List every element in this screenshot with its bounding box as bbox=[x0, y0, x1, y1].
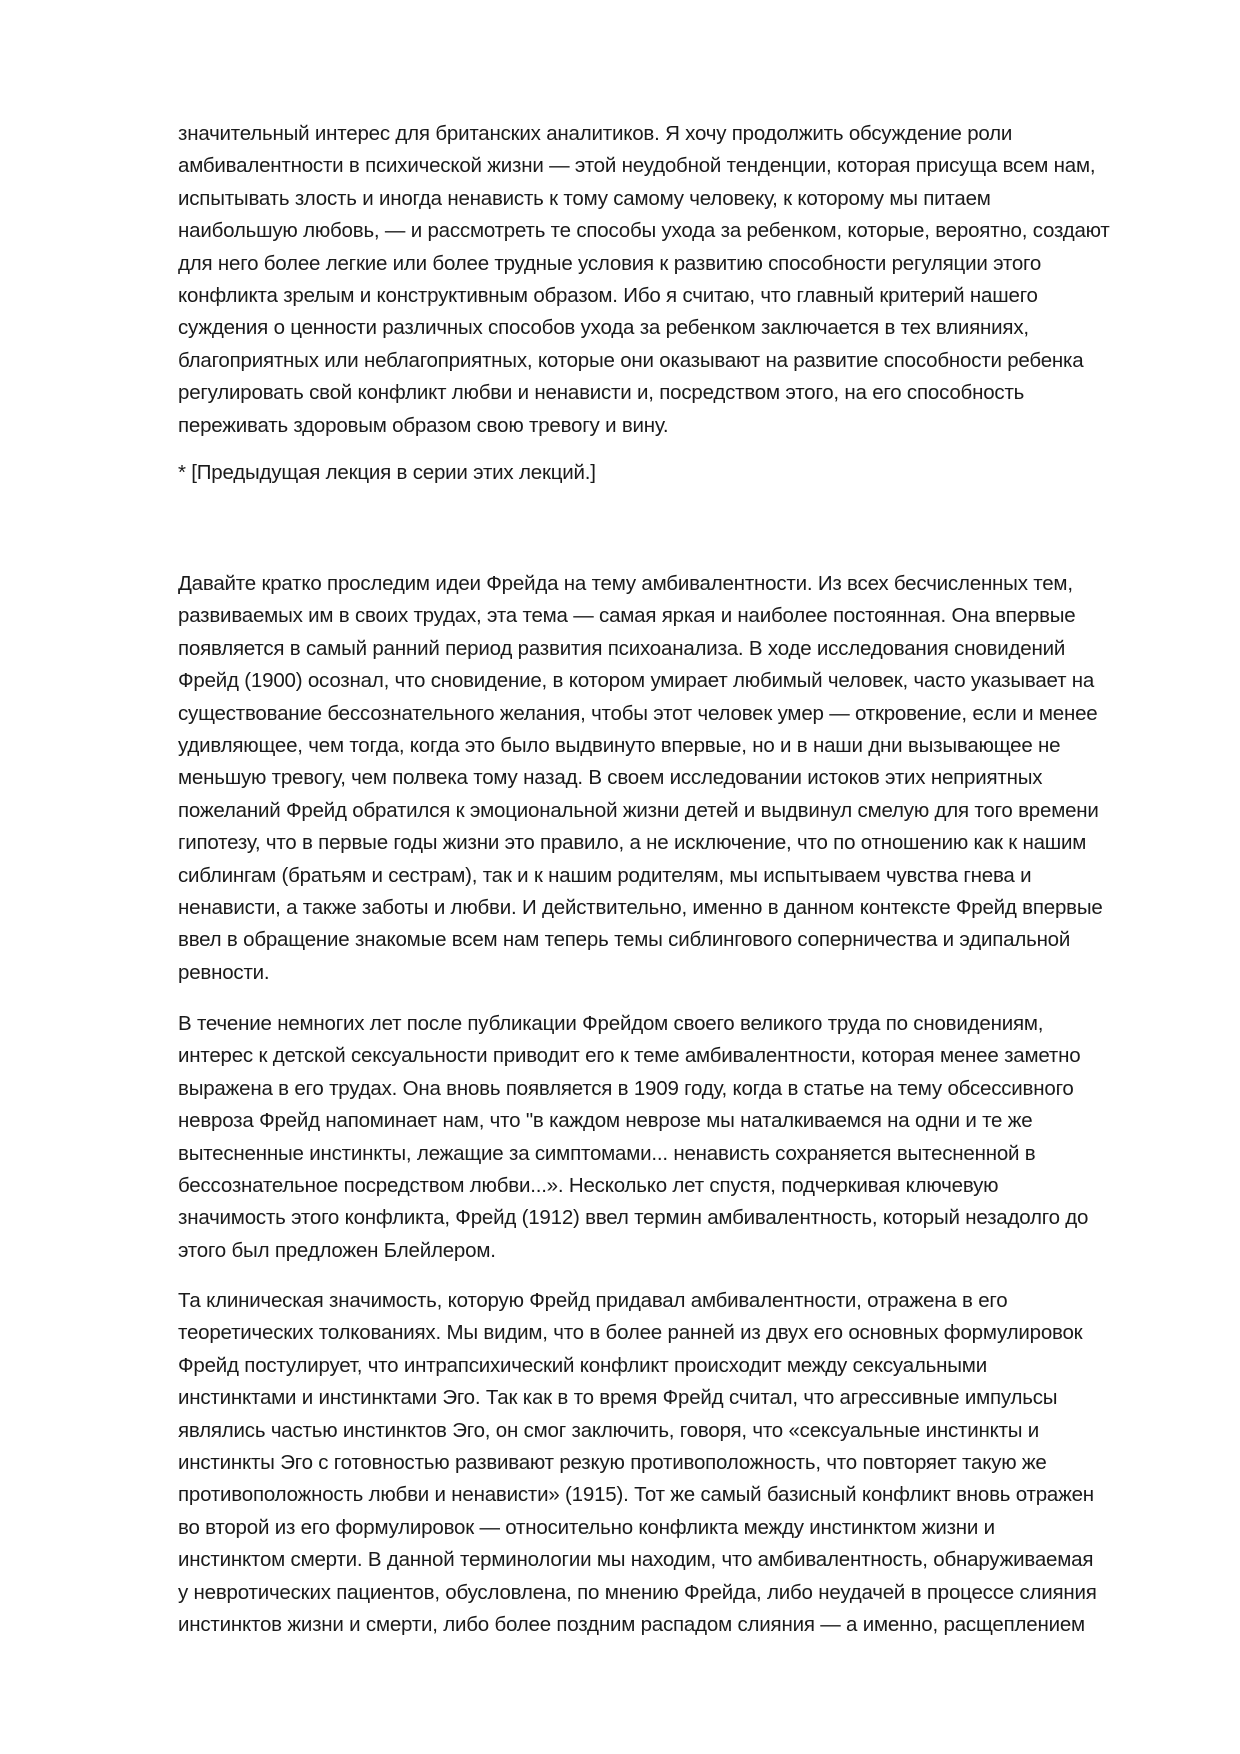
paragraph-text: В течение немногих лет после публикации Фрейдом своего великого труда по сновидениям, интерес к детской сексуальности приводит его к теме амбивалентности, которая менее заметно выражена в его трудах. Она вновь появляется в 1909 году, когда в статье на тему обсессивного невроза Фрейд напоминает нам, что "в каждом неврозе мы наталкиваемся на одни и те же вытесненные инстинкты, лежащие за симптомами... ненависть сохраняется вытесненной в бессознательное посредством любви...». Несколько лет спустя, подчеркивая ключевую значимость этого конфликта, Фрейд (1912) ввел термин амбивалентность, который незадолго до этого был предложен Блейлером. bbox=[178, 1012, 1089, 1262]
paragraph-freud-ideas bbox=[178, 568, 1163, 989]
paragraph-ambivalence-intro bbox=[178, 118, 1163, 442]
paragraph-text: значительный интерес для британских аналитиков. Я хочу продолжить обсуждение роли амбивалентности в психической жизни — этой неудобной тенденции, которая присуща всем нам, испытывать злость и иногда ненависть к тому самому человеку, к которому мы питаем наибольшую любовь, — и рассмотреть те способы ухода за ребенком, которые, вероятно, создают для него более легкие или более трудные условия к развитию способности регуляции этого конфликта зрелым и конструктивным образом. Ибо я считаю, что главный критерий нашего суждения о ценности различных способов ухода за ребенком заключается в тех влияниях, благоприятных или неблагоприятных, которые они оказывают на развитие способности ребенка регулировать свой конфликт любви и ненависти и, посредством этого, на его способность переживать здоровым образом свою тревогу и вину. bbox=[178, 122, 1110, 437]
paragraph-infant-sexuality bbox=[178, 1008, 1163, 1267]
footnote-text: * [Предыдущая лекция в серии этих лекций.] bbox=[178, 461, 596, 484]
footnote bbox=[178, 457, 1163, 489]
paragraph-text: Давайте кратко проследим идеи Фрейда на тему амбивалентности. Из всех бесчисленных тем, развиваемых им в своих трудах, эта тема — самая яркая и наиболее постоянная. Она впервые появляется в самый ранний период развития психоанализа. В ходе исследования сновидений Фрейд (1900) осознал, что сновидение, в котором умирает любимый человек, часто указывает на существование бессознательного желания, чтобы этот человек умер — откровение, если и менее удивляющее, чем тогда, когда это было выдвинуто впервые, но и в наши дни вызывающее не меньшую тревогу, чем полвека тому назад. В своем исследовании истоков этих неприятных пожеланий Фрейд обратился к эмоциональной жизни детей и выдвинул смелую для того времени гипотезу, что в первые годы жизни это правило, а не исключение, что по отношению как к нашим сиблингам (братьям и сестрам), так и к нашим родителям, мы испытываем чувства гнева и ненависти, а также заботы и любви. И действительно, именно в данном контексте Фрейд впервые ввел в обращение знакомые всем нам теперь темы сиблингового соперничества и эдипальной ревности. bbox=[178, 572, 1103, 984]
paragraph-clinical-significance bbox=[178, 1285, 1163, 1641]
paragraph-text: Та клиническая значимость, которую Фрейд придавал амбивалентности, отражена в его теоретических толкованиях. Мы видим, что в более ранней из двух его основных формулировок Фрейд постулирует, что интрапсихический конфликт происходит между сексуальными инстинктами и инстинктами Эго. Так как в то время Фрейд считал, что агрессивные импульсы являлись частью инстинктов Эго, он смог заключить, говоря, что «сексуальные инстинкты и инстинкты Эго с готовностью развивают резкую противоположность, что повторяет такую же противоположность любви и ненависти» (1915). Тот же самый базисный конфликт вновь отражен во второй из его формулировок — относительно конфликта между инстинктом жизни и инстинктом смерти. В данной терминологии мы находим, что амбивалентность, обнаруживаемая у невротических пациентов, обусловлена, по мнению Фрейда, либо неудачей в процессе слияния инстинктов жизни и смерти, либо более поздним распадом слияния — а именно, расщеплением bbox=[178, 1289, 1097, 1637]
